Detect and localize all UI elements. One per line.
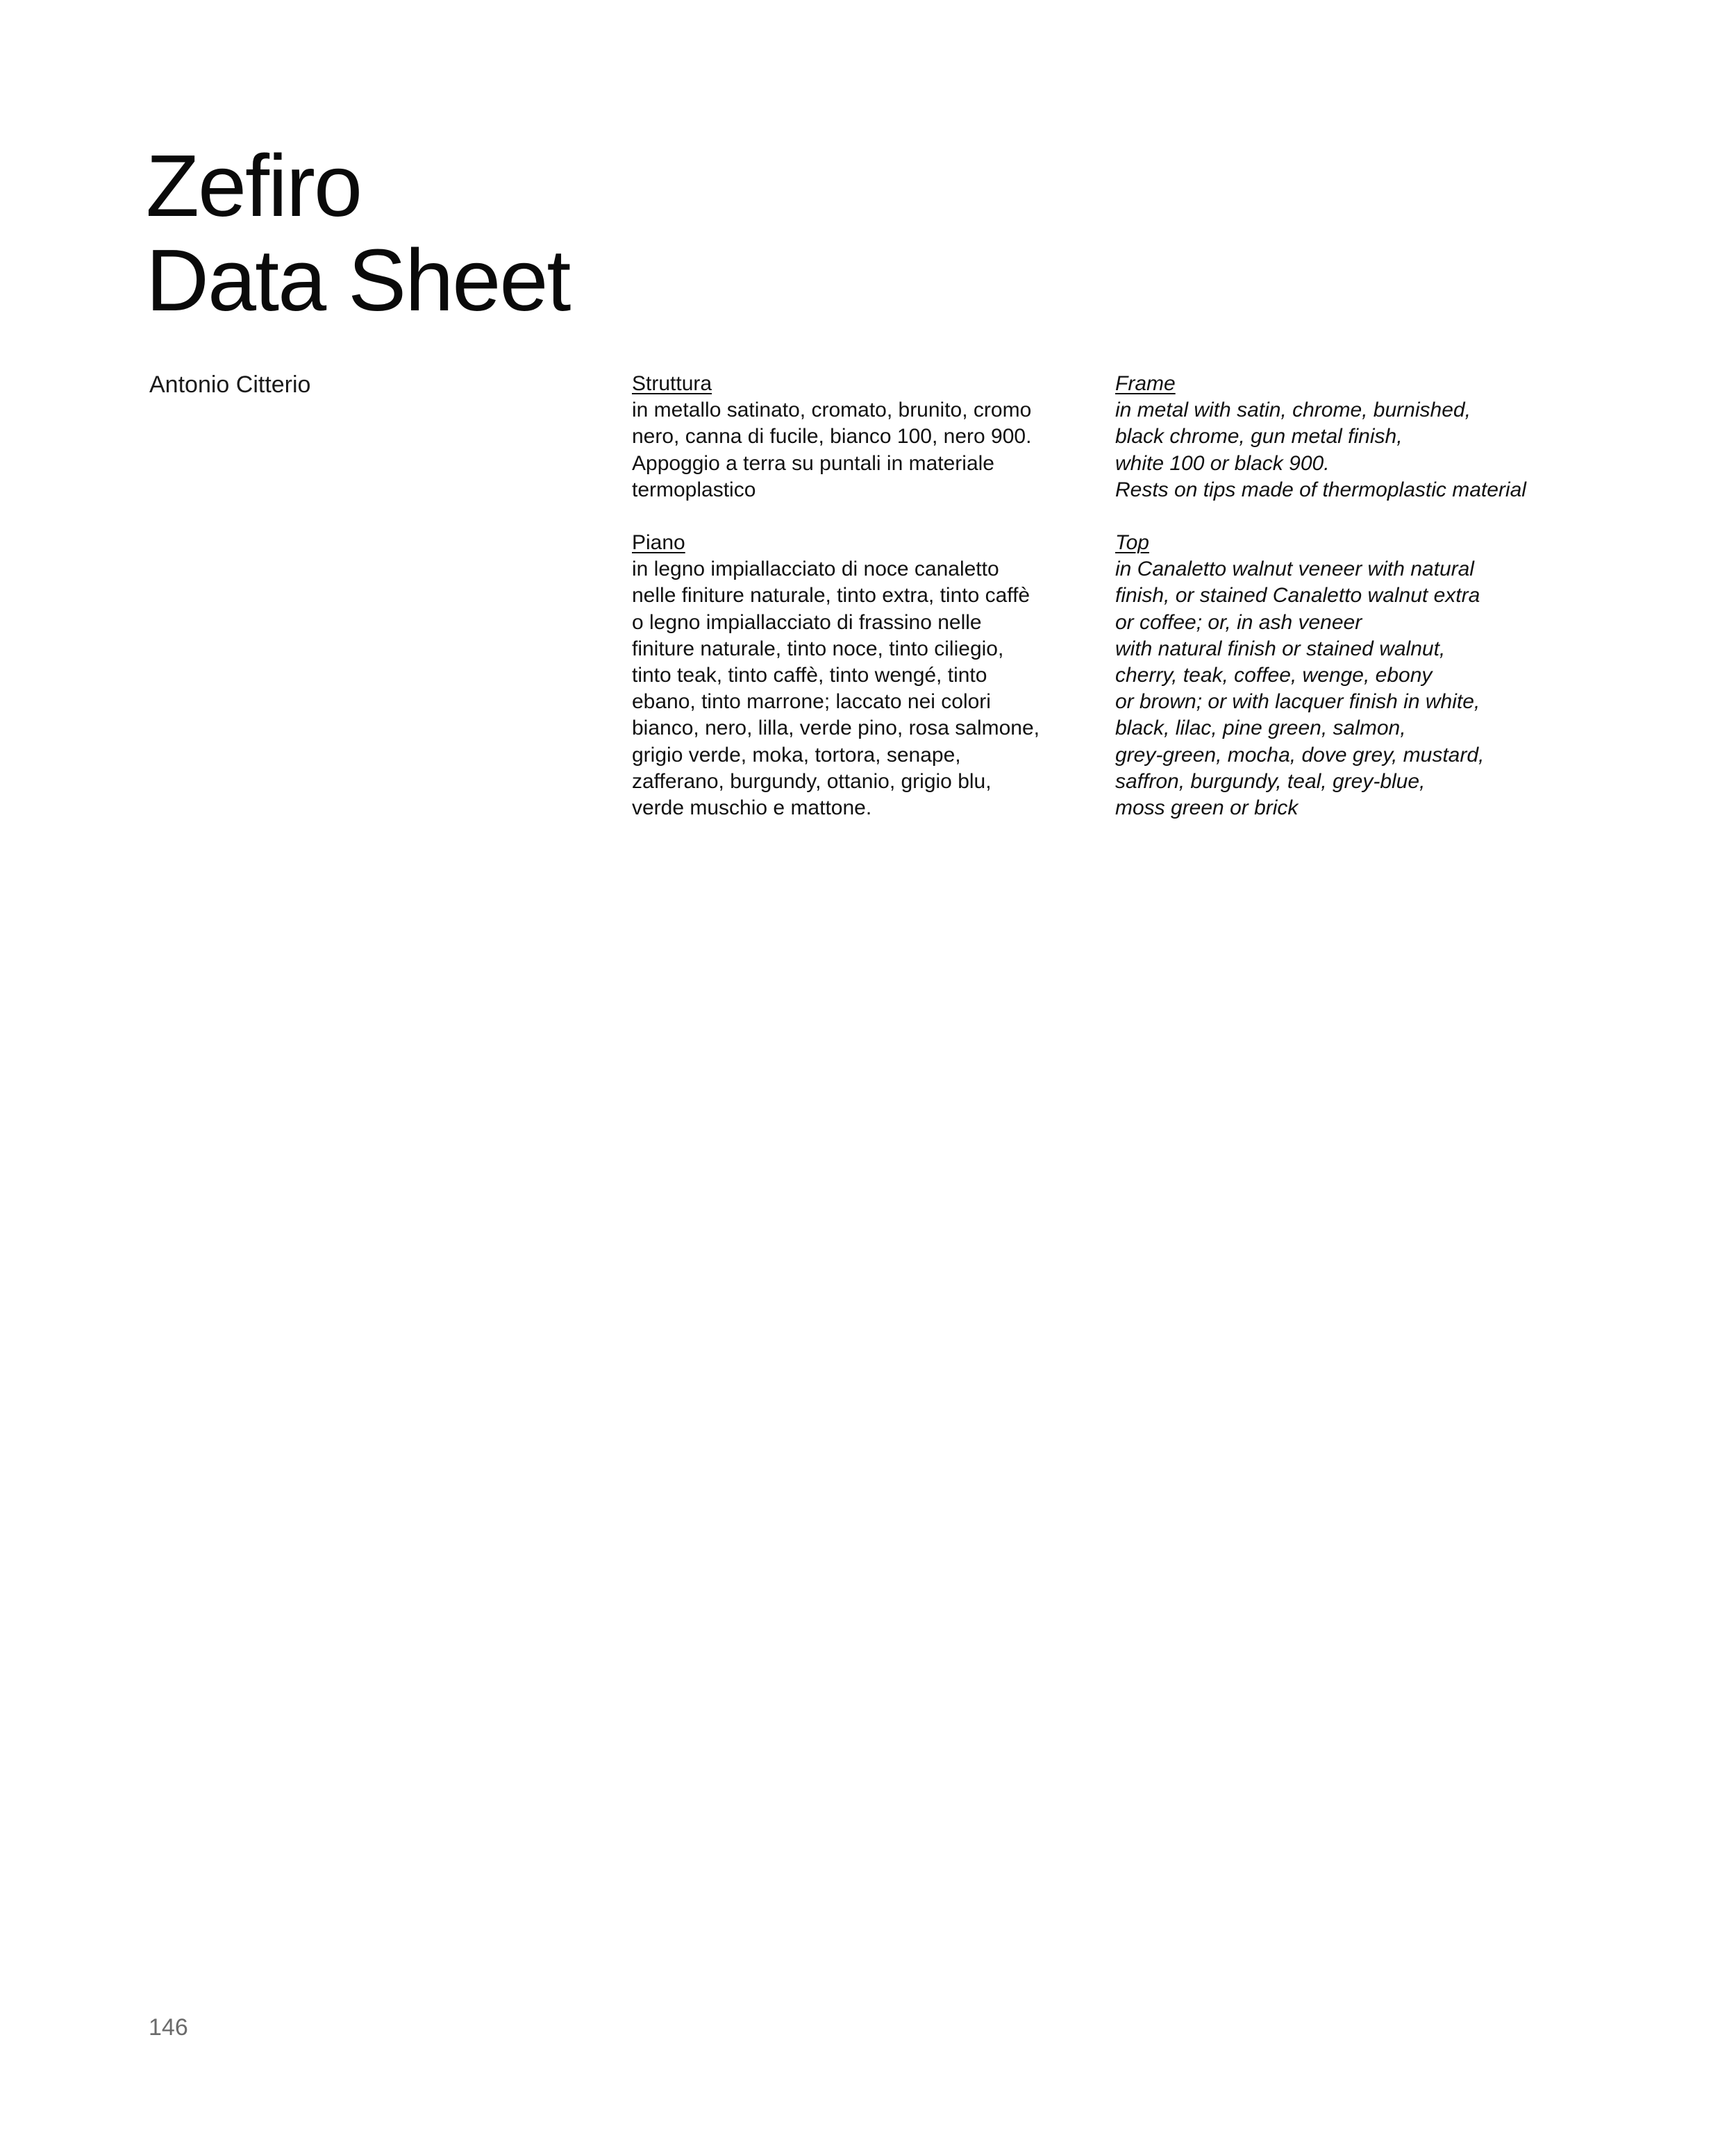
text-line: zafferano, burgundy, ottanio, grigio blu,	[632, 769, 992, 793]
text-line: in Canaletto walnut veneer with natural	[1115, 558, 1474, 581]
text-line: finiture naturale, tinto noce, tinto ciliegio,	[632, 637, 1004, 660]
text-line: ebano, tinto marrone; laccato nei colori	[632, 690, 991, 714]
text-line: in legno impiallacciato di noce canaletto	[632, 558, 999, 581]
english-column	[1115, 371, 1601, 848]
text-line: nero, canna di fucile, bianco 100, nero 900.	[632, 425, 1032, 449]
title-line-product: Zefiro	[146, 137, 362, 235]
text-line: finish, or stained Canaletto walnut extra	[1115, 584, 1480, 608]
text-line: cherry, teak, coffee, wenge, ebony	[1115, 664, 1433, 687]
top-section-it	[632, 530, 1090, 821]
text-line: or brown; or with lacquer finish in white,	[1115, 690, 1480, 714]
text-line: nelle finiture naturale, tinto extra, tinto caffè	[632, 584, 1030, 608]
italian-column	[632, 371, 1090, 848]
text-line: o legno impiallacciato di frassino nelle	[632, 610, 982, 634]
text-line: moss green or brick	[1115, 796, 1299, 820]
frame-heading-en: Frame	[1115, 372, 1176, 395]
top-section-en	[1115, 530, 1601, 821]
text-line: Rests on tips made of thermoplastic material	[1115, 478, 1526, 501]
text-line: in metallo satinato, cromato, brunito, cromo	[632, 399, 1032, 422]
text-line: black chrome, gun metal finish,	[1115, 425, 1403, 449]
text-line: grey-green, mocha, dove grey, mustard,	[1115, 743, 1485, 767]
text-line: black, lilac, pine green, salmon,	[1115, 717, 1406, 740]
structure-section-it	[632, 371, 1090, 503]
text-line: saffron, burgundy, teal, grey-blue,	[1115, 769, 1426, 793]
frame-section-en	[1115, 371, 1601, 503]
page-number: 146	[149, 2014, 188, 2041]
structure-heading-it: Struttura	[632, 372, 712, 395]
page-title	[146, 139, 569, 328]
text-line: grigio verde, moka, tortora, senape,	[632, 743, 961, 767]
text-line: in metal with satin, chrome, burnished,	[1115, 399, 1471, 422]
text-line: with natural finish or stained walnut,	[1115, 637, 1446, 660]
top-heading-it: Piano	[632, 531, 685, 555]
designer-name: Antonio Citterio	[149, 371, 311, 398]
text-line: termoplastico	[632, 478, 756, 501]
title-line-subtitle: Data Sheet	[146, 231, 570, 329]
text-line: verde muschio e mattone.	[632, 796, 872, 820]
text-line: white 100 or black 900.	[1115, 451, 1330, 475]
text-line: or coffee; or, in ash veneer	[1115, 610, 1362, 634]
text-line: Appoggio a terra su puntali in materiale	[632, 451, 994, 475]
text-line: bianco, nero, lilla, verde pino, rosa salmone,	[632, 717, 1040, 740]
top-heading-en: Top	[1115, 531, 1149, 555]
text-line: tinto teak, tinto caffè, tinto wengé, tinto	[632, 664, 987, 687]
